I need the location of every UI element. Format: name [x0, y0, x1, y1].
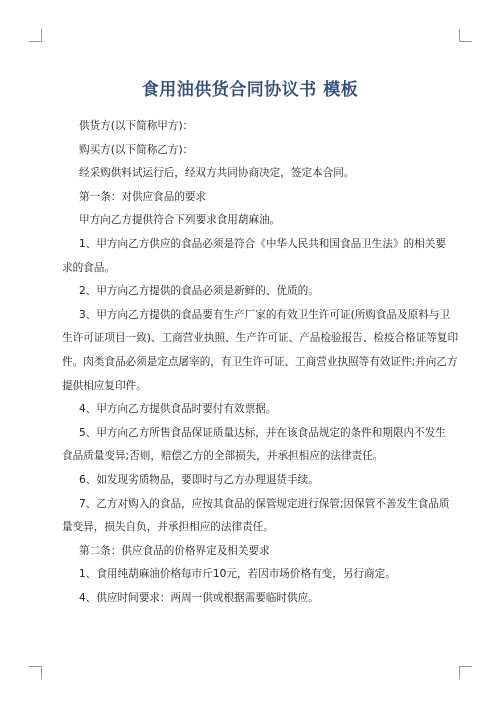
clause-5-line-1: 5、甲方向乙方所售食品保证质量达标，并在该食品规定的条件和期限内不发生	[79, 426, 446, 439]
document-body	[62, 115, 459, 610]
crop-mark-bottom-right	[459, 666, 472, 679]
clause-3-line-4: 提供相应复印件。	[62, 379, 147, 392]
article-2-clause-1: 1、食用纯葫麻油价格每市斤10元，若因市场价格有变，另行商定。	[79, 568, 396, 581]
clause-3-line-3: 件。肉类食品必须是定点屠宰的，有卫生许可证、工商营业执照等有效证件;并向乙方	[62, 355, 458, 368]
supplier-line: 供货方(以下简称甲方)：	[79, 120, 194, 132]
clause-7-line-2: 量变异，损失自负，并承担相应的法律责任。	[62, 521, 274, 534]
crop-mark-top-left	[29, 29, 42, 42]
clause-2: 2、甲方向乙方提供的食品必须是新鲜的、优质的。	[79, 285, 319, 298]
clause-3-line-2: 生许可证项目一致)、工商营业执照、生产许可证、产品检验报告、检疫合格证等复印	[62, 332, 459, 345]
article-2-clause-4: 4、供应时间要求：两周一供或根据需要临时供应。	[79, 591, 319, 604]
clause-7-line-1: 7、乙方对购入的食品，应按其食品的保管规定进行保管;因保管不善发生食品质	[79, 497, 450, 510]
clause-6: 6、如发现劣质物品，要即时与乙方办理退货手续。	[79, 473, 319, 486]
clause-3-line-1: 3、甲方向乙方提供的食品要有生产厂家的有效卫生许可证(所购食品及原料与卫	[79, 308, 451, 321]
article-2-heading: 第二条：供应食品的价格界定及相关要求	[79, 544, 270, 557]
crop-mark-top-right	[459, 29, 472, 42]
document-title: 食用油供货合同协议书 模板	[141, 80, 359, 101]
clause-5-line-2: 食品质量变异;否则，赔偿乙方的全部损失，并承担相应的法律责任。	[62, 450, 384, 463]
buyer-line: 购买方(以下简称乙方)：	[79, 143, 194, 156]
clause-4: 4、甲方向乙方提供食品时要付有效票据。	[79, 403, 277, 416]
clause-1-line-1: 1、甲方向乙方供应的食品必须是符合《中华人民共和国食品卫生法》的相关要	[79, 237, 446, 250]
article-1-intro: 甲方向乙方提供符合下列要求食用葫麻油。	[79, 214, 281, 227]
crop-mark-bottom-left	[29, 666, 42, 679]
preamble-paragraph: 经采购供料试运行后，经双方共同协商决定，签定本合同。	[79, 167, 355, 180]
clause-1-line-2: 求的食品。	[62, 261, 115, 274]
article-1-heading: 第一条：对供应食品的要求	[79, 190, 207, 203]
